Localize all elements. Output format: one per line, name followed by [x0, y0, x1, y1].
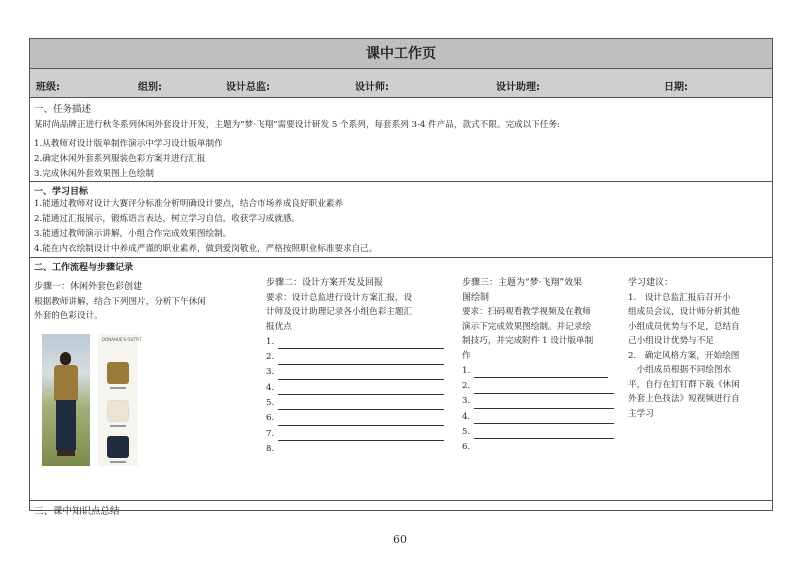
task-item: 1.从教师对设计版单制作演示中学习设计版单制作	[34, 139, 223, 149]
sweater-swatch	[107, 400, 129, 422]
task-item: 2.确定休闲外套系列服装色彩方案并进行汇报	[34, 154, 206, 164]
info-row	[30, 69, 772, 98]
step3-blank[interactable]: 2.	[462, 378, 622, 393]
jacket-swatch	[107, 362, 129, 384]
step2-blank[interactable]: 3.	[266, 365, 446, 380]
step3-heading: 步骤三：主题为“梦·飞翔”效果	[462, 278, 583, 288]
step3-body-line: 演示下完成效果图绘制。并记录绘	[462, 321, 591, 332]
advice-line: 组成员会议，设计师分析其他	[628, 307, 740, 317]
goal-item: 2.能通过汇报展示，锻炼语言表达，树立学习自信，收获学习成就感。	[34, 214, 301, 224]
model-head	[60, 352, 71, 365]
advice-line: 己小组设计优势与不足	[628, 336, 714, 346]
date-label: 日期:	[664, 82, 688, 93]
step3-blank[interactable]: 5.	[462, 424, 622, 439]
step2-column	[266, 276, 446, 456]
workflow-section	[30, 258, 772, 501]
step2-blank[interactable]: 8.	[266, 443, 275, 454]
goal-item: 3.能通过教师演示讲解，小组合作完成效果图绘制。	[34, 229, 232, 239]
summary-title: 三、课中知识点总结	[34, 506, 120, 517]
step2-blank[interactable]: 7.	[266, 426, 446, 441]
worksheet-title: 课中工作页	[30, 39, 772, 69]
step1-heading: 步骤一：休闲外套色彩创建	[34, 282, 143, 292]
page-number: 60	[393, 533, 407, 546]
step2-blank[interactable]: 5.	[266, 395, 446, 410]
swatch-caption	[110, 425, 126, 427]
outfit-label: DONAHUE'S OUTFIT	[102, 337, 142, 342]
model-shoes	[57, 450, 75, 456]
advice-line: 2. 确定风格方案，开始绘图	[628, 350, 740, 361]
step3-heading: 图绘制	[462, 292, 490, 303]
step2-blank[interactable]: 1.	[266, 334, 446, 349]
model-skirt	[56, 400, 76, 450]
goals-section	[30, 182, 772, 258]
summary-section	[30, 501, 772, 517]
task-item: 3.完成休闲外套效果图上色绘制	[34, 169, 154, 179]
goals-title: 一、学习目标	[34, 187, 89, 197]
swatch-caption	[110, 461, 126, 463]
step2-body-line: 要求：设计总监进行设计方案汇报，设	[266, 292, 413, 303]
step2-blank[interactable]: 2.	[266, 349, 446, 364]
step3-blank[interactable]: 3.	[462, 394, 622, 409]
advice-heading: 学习建议：	[628, 278, 674, 288]
workflow-title: 二、工作流程与步骤记录	[34, 263, 134, 273]
model-photo	[42, 334, 90, 466]
step2-body-line: 报优点	[266, 321, 292, 332]
advice-line: 小组成员根据不同绘图水	[628, 365, 732, 375]
advice-line: 1. 设计总监汇报后召开小	[628, 292, 731, 303]
step2-blank[interactable]: 4.	[266, 380, 446, 395]
step3-blank[interactable]: 6.	[462, 442, 471, 453]
worksheet-table	[29, 38, 773, 517]
advice-column	[628, 276, 768, 421]
task-section	[30, 98, 772, 182]
skirt-swatch	[107, 436, 129, 458]
advice-line: 小组成员优势与不足，总结自	[628, 321, 740, 332]
step3-blank[interactable]: 1.	[462, 363, 622, 378]
director-label: 设计总监:	[226, 82, 270, 93]
goal-item: 4.能在内衣绘制设计中养成严谨的职业素养，做到爱岗敬业，严格按照职业标准要求自己。	[34, 244, 378, 254]
step2-body-line: 计师及设计助理记录各小组色彩主题汇	[266, 307, 413, 317]
task-intro: 某时尚品牌正进行秋冬系列休闲外套设计开发，主题为“梦·飞翔”需要设计研发 5 个系列，每套系列 3-4 件产品，款式不限。完成以下任务:	[34, 120, 560, 130]
task-title: 一、任务描述	[34, 104, 92, 115]
advice-line: 平，自行在钉钉群下载《休闲	[628, 379, 740, 390]
step1-column	[34, 276, 254, 324]
model-jacket	[54, 365, 78, 401]
step2-blank[interactable]: 6.	[266, 410, 446, 425]
goal-item: 1.能通过教师对设计大赛评分标准分析明确设计要点，结合市场养成良好职业素养	[34, 199, 343, 209]
assistant-label: 设计助理:	[496, 82, 540, 93]
step3-blank[interactable]: 4.	[462, 409, 622, 424]
advice-line: 外套上色技法》短视频进行自	[628, 394, 740, 404]
step1-body-line: 外套的色彩设计。	[34, 311, 103, 321]
step1-body-line: 根据教师讲解，结合下列图片，分析下午休闲	[34, 296, 206, 307]
step3-column	[462, 276, 622, 455]
step3-body-line: 作	[462, 350, 471, 361]
group-label: 组别:	[138, 82, 162, 93]
designer-label: 设计师:	[355, 82, 389, 93]
step3-body-line: 制技巧，并完成附件 1 设计版单制	[462, 336, 594, 346]
step3-body-line: 要求：扫码观看教学视频及在教师	[462, 307, 591, 317]
outfit-reference-image	[42, 334, 142, 466]
garment-swatches	[98, 334, 142, 466]
advice-line: 主学习	[628, 408, 654, 419]
swatch-caption	[110, 387, 126, 389]
class-label: 班级:	[36, 82, 60, 93]
step2-heading: 步骤二：设计方案开发及回报	[266, 278, 384, 288]
